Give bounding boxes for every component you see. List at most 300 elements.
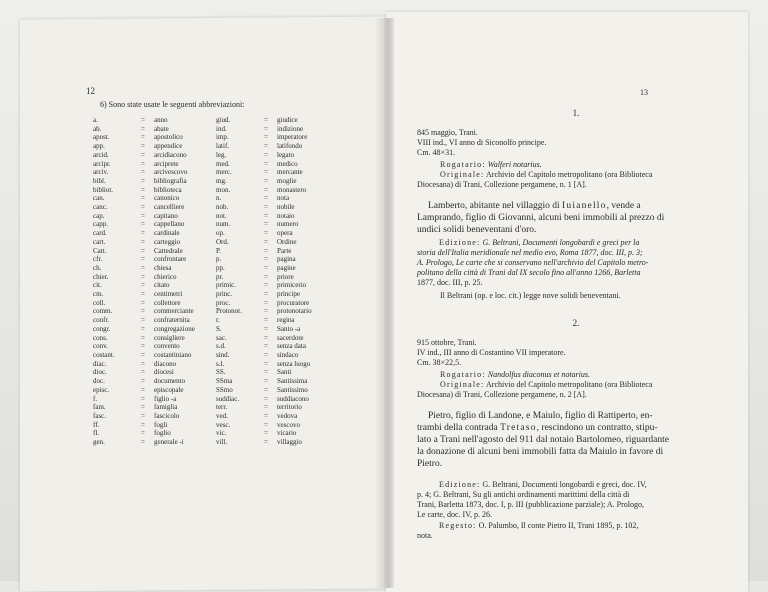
expansion: sacerdote: [277, 333, 304, 342]
document-1-edition: Edizione: G. Beltrani, Documenti longobardi e greci per la storia dell'Italia meridionale nel medio evo, Roma 1877, doc. III, p. 3; A. Prologo, Le carte che si conservano nell'archivio del Capitolo metro- politano della città di Trani dal IX secolo fino all'anno 1266, Barletta 1877, doc. III, p. 25.: [417, 238, 649, 287]
equals-sign: =: [264, 342, 268, 351]
abbreviation: sac.: [216, 333, 227, 342]
abbreviation: ff.: [93, 420, 100, 429]
expansion: villaggio: [277, 438, 302, 447]
abbreviation-row: [93, 342, 195, 351]
equals-sign: =: [141, 403, 145, 412]
expansion: Parte: [277, 246, 292, 255]
equals-sign: =: [141, 168, 145, 177]
equals-sign: =: [141, 255, 145, 264]
abbreviation: bibl.: [93, 176, 106, 185]
expansion: anno: [154, 116, 168, 124]
expansion: vicario: [277, 429, 297, 438]
abbreviation-row: [93, 255, 195, 264]
abbreviation: giud.: [216, 116, 231, 124]
abbreviation: leg.: [216, 150, 227, 159]
equals-sign: =: [141, 377, 145, 386]
abbreviation: mg.: [216, 176, 227, 185]
abbreviation-row: [216, 160, 312, 169]
equals-sign: =: [264, 411, 268, 420]
abbreviation: app.: [93, 142, 105, 151]
abbreviation: vic.: [216, 429, 227, 438]
abbreviation: comm.: [93, 307, 113, 316]
header-line: Cm. 38×22,5.: [417, 358, 462, 367]
abbreviations-column-2: [216, 116, 312, 447]
equals-sign: =: [264, 438, 268, 447]
abbreviation: sind.: [216, 350, 230, 359]
header-line: Cm. 48×31.: [417, 148, 456, 157]
edition-label: Edizione:: [439, 480, 481, 489]
abbreviation-row: [93, 386, 195, 395]
abbreviation-row: [216, 255, 312, 264]
abbreviation-row: [216, 168, 312, 177]
expansion: Ordine: [277, 237, 297, 246]
equals-sign: =: [141, 420, 145, 429]
equals-sign: =: [264, 429, 268, 438]
abbreviation: not.: [216, 211, 227, 220]
expansion: diocesi: [154, 368, 174, 377]
abbreviation-row: [93, 203, 195, 212]
abbreviation: canc.: [93, 203, 108, 212]
abbreviation-row: [216, 229, 312, 238]
abbreviation: arciv.: [93, 168, 109, 177]
abbreviation-row: [93, 395, 195, 404]
equals-sign: =: [264, 385, 268, 394]
expansion: diacono: [154, 359, 177, 368]
abbreviation-row: [93, 377, 195, 386]
equals-sign: =: [264, 176, 268, 185]
document-2-body-cont: [417, 422, 735, 470]
equals-sign: =: [141, 429, 145, 438]
equals-sign: =: [141, 142, 145, 151]
equals-sign: =: [264, 394, 268, 403]
document-1-body: [428, 200, 740, 212]
expansion: territorio: [277, 403, 302, 412]
abbreviation-row: [93, 429, 195, 438]
equals-sign: =: [141, 176, 145, 185]
expansion: Santo -a: [277, 324, 301, 333]
abbreviation: cit.: [93, 281, 102, 290]
abbreviation-row: [216, 386, 312, 395]
abbreviation-row: [216, 395, 312, 404]
regesto-label: Regesto:: [439, 521, 477, 530]
abbreviation: suddiac.: [216, 394, 240, 403]
abbreviation-row: [216, 151, 312, 160]
abbreviation-row: [216, 377, 312, 386]
equals-sign: =: [141, 185, 145, 194]
abbreviation-row: [93, 360, 195, 369]
expansion: notaio: [277, 211, 295, 220]
expansion: documento: [154, 377, 186, 386]
equals-sign: =: [141, 116, 145, 124]
document-2-rogatario: [440, 370, 740, 380]
abbreviation: dioc.: [93, 368, 107, 377]
expansion: citato: [154, 281, 170, 290]
equals-sign: =: [264, 237, 268, 246]
equals-sign: =: [141, 385, 145, 394]
abbreviation: cfr.: [93, 255, 103, 264]
expansion: centimetri: [154, 290, 183, 299]
abbreviation: f.: [93, 394, 98, 403]
expansion: carteggio: [154, 237, 181, 246]
abbreviation-row: [93, 142, 195, 151]
abbreviation-row: [93, 151, 195, 160]
abbreviation: fam.: [93, 403, 106, 412]
expansion: protonotario: [277, 307, 312, 316]
equals-sign: =: [141, 159, 145, 168]
expansion: Santi: [277, 368, 292, 377]
equals-sign: =: [264, 272, 268, 281]
abbreviation: episc.: [93, 385, 110, 394]
abbreviation-row: [93, 212, 195, 221]
abbreviation-row: [93, 168, 195, 177]
expansion: procuratore: [277, 298, 310, 307]
equals-sign: =: [141, 229, 145, 238]
equals-sign: =: [264, 194, 268, 203]
abbreviation-row: [93, 290, 195, 299]
abbreviation-row: [216, 429, 312, 438]
abbreviation-row: [216, 142, 312, 151]
expansion: biblioteca: [154, 185, 182, 194]
abbreviation-row: [93, 220, 195, 229]
abbreviation-row: [216, 186, 312, 195]
expansion: pagina: [277, 255, 296, 264]
equals-sign: =: [264, 150, 268, 159]
equals-sign: =: [264, 403, 268, 412]
expansion: chiesa: [154, 263, 172, 272]
rogatario-value: Walferi notarius.: [487, 160, 542, 169]
expansion: regina: [277, 316, 295, 325]
equals-sign: =: [141, 194, 145, 203]
abbreviation-row: [216, 194, 312, 203]
equals-sign: =: [264, 133, 268, 142]
body-line: la donazione di alcuni beni immobili fatta da Maiulo in favore di: [417, 447, 664, 457]
document-1-body-cont: [417, 212, 735, 236]
expansion: giudice: [277, 116, 298, 124]
equals-sign: =: [141, 324, 145, 333]
abbreviation-row: [93, 229, 195, 238]
expansion: confraternita: [154, 316, 190, 325]
abbreviation: s.l.: [216, 359, 225, 368]
abbreviation: vill.: [216, 438, 228, 447]
expansion: Santissimo: [277, 385, 308, 394]
abbreviation-row: [216, 299, 312, 308]
expansion: cancelliere: [154, 203, 185, 212]
abbreviation-row: [216, 412, 312, 421]
abbreviation: can.: [93, 194, 105, 203]
abbreviation: terr.: [216, 403, 228, 412]
abbreviation-row: [93, 125, 195, 134]
abbreviation-row: [93, 438, 195, 447]
abbreviation: s.d.: [216, 342, 226, 351]
abbreviation: SS.: [216, 368, 226, 377]
header-line: IV ind., III anno di Costantino VII imperatore.: [417, 348, 566, 357]
header-line: 845 maggio, Trani.: [417, 128, 478, 137]
expansion: cardinale: [154, 229, 180, 238]
abbreviation: n.: [216, 194, 222, 203]
expansion: priore: [277, 272, 294, 281]
body-line: Lamberto, abitante nel villaggio di Iuianello, vende a: [428, 201, 641, 211]
abbreviation-row: [216, 125, 312, 134]
abbreviation: Ord.: [216, 237, 229, 246]
abbreviation-row: [93, 351, 195, 360]
equals-sign: =: [264, 116, 268, 124]
abbreviation: gen.: [93, 438, 105, 447]
equals-sign: =: [141, 298, 145, 307]
abbreviation: coll.: [93, 298, 106, 307]
expansion: appendice: [154, 142, 183, 151]
rogatario-label: Rogatario:: [440, 370, 486, 379]
document-2-regesto: Regesto: O. Palumbo, Il conte Pietro II, Trani 1895, p. 102, nota.: [417, 521, 639, 540]
abbreviation: congr.: [93, 324, 111, 333]
abbreviation-row: [216, 325, 312, 334]
abbreviation-row: [216, 351, 312, 360]
abbreviation: primic.: [216, 281, 237, 290]
equals-sign: =: [264, 290, 268, 299]
abbreviation-row: [216, 212, 312, 221]
expansion: senza luogo: [277, 359, 311, 368]
abbreviation: nob.: [216, 203, 229, 212]
abbreviation: ind.: [216, 124, 227, 133]
abbreviation: merc.: [216, 168, 232, 177]
body-line: lato a Trani nell'agosto del 911 dal notaio Bartolomeo, riguardante: [417, 435, 670, 445]
abbreviation: cm.: [93, 290, 104, 299]
equals-sign: =: [141, 394, 145, 403]
expansion: vescovo: [277, 420, 300, 429]
expansion: arciprete: [154, 159, 179, 168]
rogatario-value: Nandolfus diaconus et notarius.: [487, 370, 591, 379]
abbreviation-row: [93, 307, 195, 316]
abbreviation-row: [216, 133, 312, 142]
equals-sign: =: [141, 203, 145, 212]
abbreviation: p.: [216, 255, 222, 264]
body-line: trambi della contrada Tretaso, rescindono un contratto, stipu-: [417, 423, 658, 433]
equals-sign: =: [264, 316, 268, 325]
expansion: nobile: [277, 203, 295, 212]
expansion: fascicolo: [154, 411, 180, 420]
equals-sign: =: [141, 124, 145, 133]
equals-sign: =: [141, 290, 145, 299]
book-gutter: [374, 18, 394, 588]
abbreviation: med.: [216, 159, 230, 168]
abbreviation-row: [93, 299, 195, 308]
document-1-header: [417, 128, 735, 158]
document-1-originale-cont: Diocesana) di Trani, Collezione pergamene, n. 1 [A].: [417, 180, 587, 189]
expansion: opera: [277, 229, 293, 238]
abbreviation-row: [216, 368, 312, 377]
abbreviation: SSmo: [216, 385, 233, 394]
abbreviation-row: [93, 421, 195, 430]
expansion: confrontare: [154, 255, 187, 264]
originale-text: Archivio del Capitolo metropolitano (ora Biblioteca: [486, 170, 653, 179]
abbreviation-row: [93, 177, 195, 186]
equals-sign: =: [264, 420, 268, 429]
equals-sign: =: [264, 211, 268, 220]
equals-sign: =: [141, 307, 145, 316]
expansion: episcopale: [154, 385, 184, 394]
abbreviation-row: [216, 403, 312, 412]
equals-sign: =: [264, 377, 268, 386]
abbreviation: proc.: [216, 298, 231, 307]
abbreviation-row: [216, 264, 312, 273]
abbreviation: vesc.: [216, 420, 231, 429]
document-1-number: 1.: [572, 108, 580, 118]
expansion: medico: [277, 159, 298, 168]
equals-sign: =: [264, 220, 268, 229]
abbreviation-row: [216, 290, 312, 299]
abbreviation-row: [216, 116, 312, 125]
equals-sign: =: [141, 359, 145, 368]
expansion: pagine: [277, 263, 296, 272]
abbreviation-row: [93, 273, 195, 282]
expansion: moglie: [277, 176, 297, 185]
expansion: legato: [277, 150, 295, 159]
abbreviation-row: [93, 133, 195, 142]
abbreviation-row: [216, 316, 312, 325]
expansion: capitano: [154, 211, 178, 220]
abbreviation: diac.: [93, 359, 107, 368]
originale-label: Originale:: [440, 170, 485, 179]
abbreviation-row: [93, 368, 195, 377]
abbreviation-row: [216, 238, 312, 247]
equals-sign: =: [264, 298, 268, 307]
abbreviation-row: [93, 281, 195, 290]
equals-sign: =: [264, 246, 268, 255]
equals-sign: =: [264, 185, 268, 194]
equals-sign: =: [264, 229, 268, 238]
abbreviation: op.: [216, 229, 225, 238]
expansion: abate: [154, 124, 169, 133]
expansion: congregazione: [154, 324, 195, 333]
equals-sign: =: [141, 263, 145, 272]
abbreviation: chier.: [93, 272, 109, 281]
abbreviation: S.: [216, 324, 222, 333]
abbreviation-row: [216, 177, 312, 186]
header-line: VIII ind., VI anno di Siconolfo principe.: [417, 138, 547, 147]
abbreviation: num.: [216, 220, 231, 229]
abbreviation-row: [216, 438, 312, 447]
abbreviation-row: [216, 342, 312, 351]
abbreviation-row: [216, 421, 312, 430]
expansion: imperatore: [277, 133, 308, 142]
expansion: arcidiacono: [154, 150, 187, 159]
rogatario-label: Rogatario:: [440, 160, 486, 169]
abbreviation: ch.: [93, 263, 102, 272]
abbreviations-intro: 6) Sono state usate le seguenti abbreviazioni:: [100, 100, 245, 109]
equals-sign: =: [141, 281, 145, 290]
abbreviation-row: [93, 325, 195, 334]
abbreviation-row: [216, 334, 312, 343]
header-line: 915 ottobre, Trani.: [417, 338, 477, 347]
expansion: numero: [277, 220, 299, 229]
abbreviation: pp.: [216, 263, 225, 272]
abbreviation-row: [216, 247, 312, 256]
equals-sign: =: [264, 124, 268, 133]
equals-sign: =: [141, 272, 145, 281]
abbreviation-row: [93, 264, 195, 273]
document-1-note: Il Beltrani (op. e loc. cit.) legge nove solidi beneventani.: [440, 291, 621, 300]
equals-sign: =: [141, 350, 145, 359]
expansion: fogli: [154, 420, 168, 429]
document-2-number: 2.: [572, 318, 580, 328]
abbreviation-row: [216, 220, 312, 229]
expansion: arcivescovo: [154, 168, 188, 177]
abbreviation-row: [93, 194, 195, 203]
abbreviation: P.: [216, 246, 221, 255]
body-line: Pietro.: [417, 459, 443, 469]
document-2-originale-cont: Diocesana) di Trani, Collezione pergamene, n. 2 [A].: [417, 390, 587, 399]
abbreviation: cap.: [93, 211, 105, 220]
page-number-left: 12: [86, 86, 95, 96]
abbreviation: fasc.: [93, 411, 107, 420]
abbreviation: latif.: [216, 142, 230, 151]
abbreviation: cart.: [93, 237, 106, 246]
equals-sign: =: [141, 220, 145, 229]
equals-sign: =: [141, 150, 145, 159]
expansion: collettore: [154, 298, 181, 307]
abbreviation: apost.: [93, 133, 110, 142]
expansion: nota: [277, 194, 290, 203]
expansion: Cattedrale: [154, 246, 183, 255]
document-1-rogatario: [440, 160, 740, 170]
abbreviation: ab.: [93, 124, 102, 133]
abbreviation: cons.: [93, 333, 108, 342]
document-2-originale: [440, 380, 740, 390]
abbreviation-row: [216, 360, 312, 369]
abbreviation: r.: [216, 316, 220, 325]
abbreviation-row: [216, 203, 312, 212]
document-2-edition: Edizione: G. Beltrani, Documenti longobardi e greci, doc. IV, p. 4; G. Beltrani, Su gli antichi ordinamenti marittimi della città di Trani, Barletta 1873, doc. I, p. III (pubblicazione parziale); A. Prologo, Le carte, doc. IV, p. 26.: [417, 480, 647, 519]
expansion: canonico: [154, 194, 180, 203]
equals-sign: =: [264, 359, 268, 368]
expansion: latifondo: [277, 142, 303, 151]
document-1-originale: [440, 170, 740, 180]
abbreviation-row: [93, 186, 195, 195]
abbreviation: imp.: [216, 133, 229, 142]
abbreviations-column-1: [93, 116, 195, 447]
expansion: vedova: [277, 411, 298, 420]
expansion: monastero: [277, 185, 307, 194]
originale-label: Originale:: [440, 380, 485, 389]
equals-sign: =: [264, 263, 268, 272]
expansion: figlio -a: [154, 394, 177, 403]
abbreviation-row: [93, 403, 195, 412]
expansion: apostolico: [154, 133, 183, 142]
expansion: commerciante: [154, 307, 194, 316]
abbreviation: doc.: [93, 377, 105, 386]
equals-sign: =: [141, 316, 145, 325]
equals-sign: =: [264, 281, 268, 290]
expansion: cappellano: [154, 220, 185, 229]
equals-sign: =: [264, 368, 268, 377]
abbreviation: pr.: [216, 272, 224, 281]
place-name: Tretaso: [500, 423, 537, 433]
equals-sign: =: [141, 133, 145, 142]
equals-sign: =: [264, 350, 268, 359]
abbreviation: bibliot.: [93, 185, 114, 194]
abbreviation: confr.: [93, 316, 110, 325]
abbreviation: princ.: [216, 290, 233, 299]
expansion: costantiniano: [154, 350, 192, 359]
expansion: convento: [154, 342, 180, 351]
abbreviation: ved.: [216, 411, 228, 420]
abbreviation-row: [216, 281, 312, 290]
edition-label: Edizione:: [439, 238, 481, 247]
expansion: principe: [277, 290, 300, 299]
expansion: generale -i: [154, 438, 184, 447]
abbreviation-row: [93, 238, 195, 247]
abbreviation: arcid.: [93, 150, 109, 159]
